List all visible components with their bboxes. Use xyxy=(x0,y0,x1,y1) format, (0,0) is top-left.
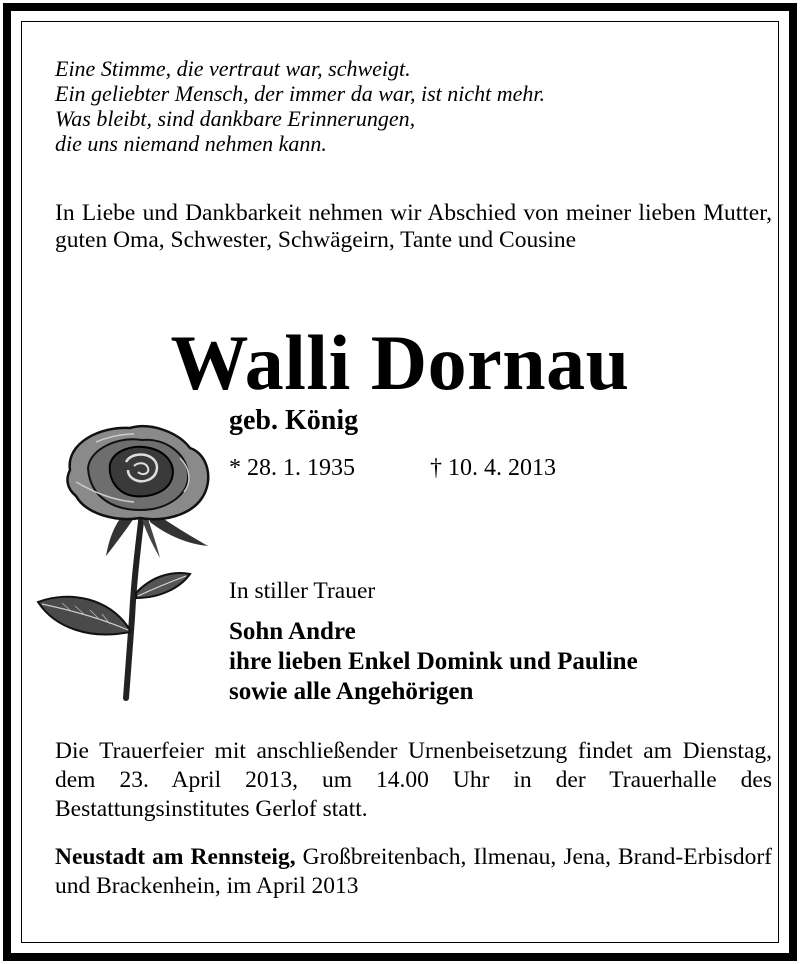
rose-illustration xyxy=(30,418,230,703)
funeral-notice: Die Trauerfeier mit anschließender Urnenbeisetzung findet am Dienstag, dem 23. April 2013, um 14.00 Uhr in der Trauerhalle des Bestattungsinstitutes Gerlof statt. xyxy=(55,738,772,822)
death-date: † 10. 4. 2013 xyxy=(430,455,556,481)
rose-leaf-left xyxy=(38,597,130,635)
place-main: Neustadt am Rennsteig, xyxy=(55,844,296,870)
poem-line: Eine Stimme, die vertraut war, schweigt. xyxy=(55,56,411,81)
survivor-line: Sohn Andre xyxy=(229,618,356,645)
survivors-list xyxy=(229,617,769,707)
intro-text: In Liebe und Dankbarkeit nehmen wir Abschied von meiner lieben Mutter, guten Oma, Schwester, Schwägeirn, Tante und Cousine xyxy=(55,200,772,253)
birth-date: * 28. 1. 1935 xyxy=(229,455,355,481)
mourning-heading: In stiller Trauer xyxy=(229,578,376,604)
poem xyxy=(55,56,755,156)
survivor-line: ihre lieben Enkel Domink und Pauline xyxy=(229,648,638,675)
poem-line: Ein geliebter Mensch, der immer da war, ist nicht mehr. xyxy=(55,81,546,106)
survivor-line: sowie alle Angehörigen xyxy=(229,678,474,705)
rose-stem xyxy=(126,513,142,698)
place-rest: Großbreitenbach, Ilmenau, Jena, Brand-Erbisdorf und Brackenhein, im April 2013 xyxy=(55,844,772,899)
maiden-name: geb. König xyxy=(229,405,359,436)
poem-line: Was bleibt, sind dankbare Erinnerungen, xyxy=(55,106,416,131)
deceased-name: Walli Dornau xyxy=(170,319,630,406)
poem-line: die uns niemand nehmen kann. xyxy=(55,131,327,156)
place-date xyxy=(55,843,772,901)
